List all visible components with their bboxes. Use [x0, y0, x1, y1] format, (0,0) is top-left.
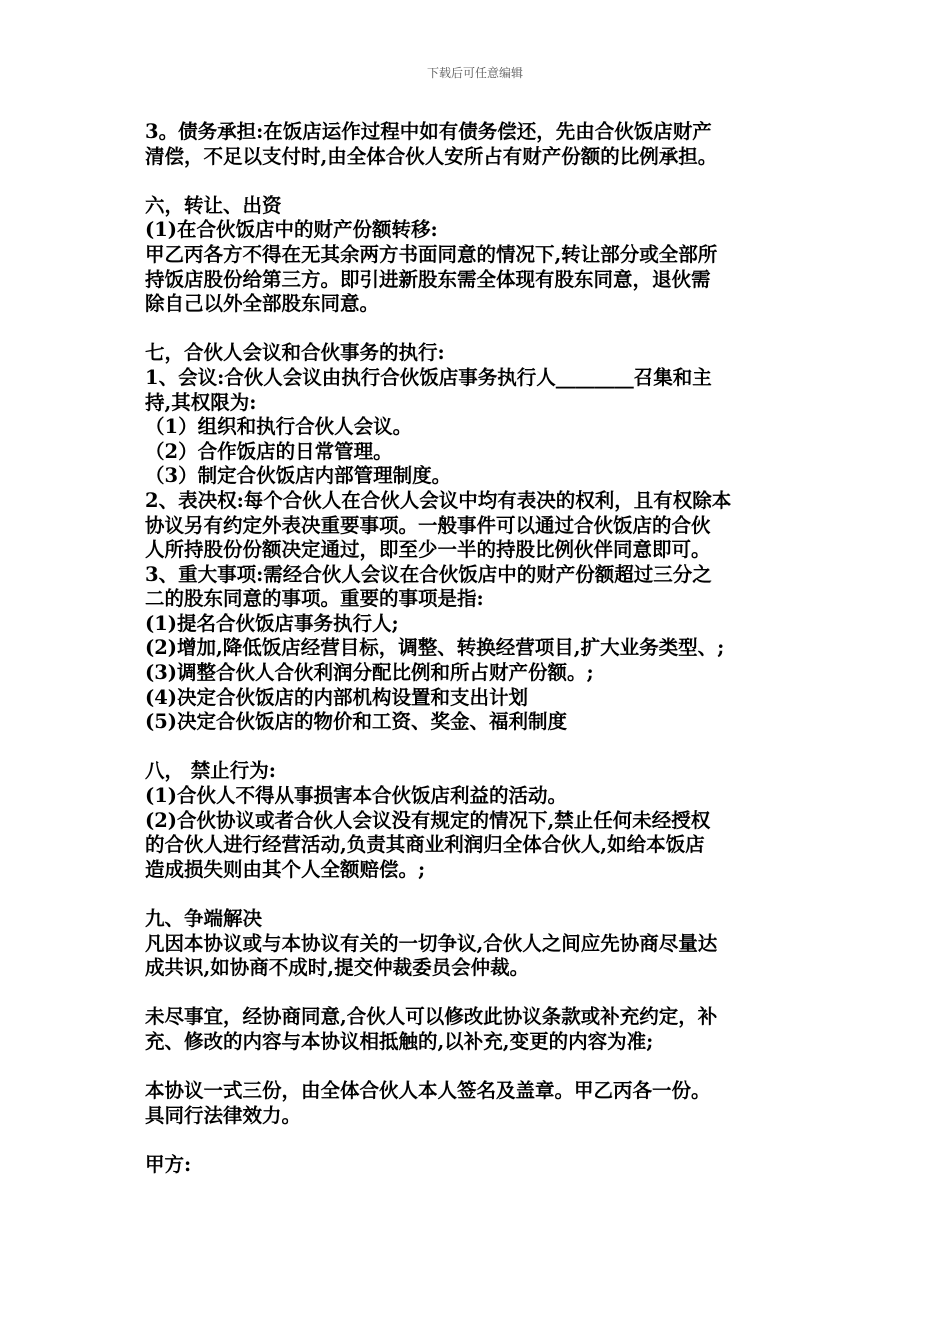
page-header: 下载后可任意编辑	[426, 66, 523, 80]
text-line: (3)调整合伙人合伙利润分配比例和所占财产份额。;	[145, 661, 594, 685]
text-line: (2)增加,降低饭店经营目标，调整、转换经营项目,扩大业务类型、;	[145, 636, 725, 660]
text-line: 3。债务承担:在饭店运作过程中如有债务偿还，先由合伙饭店财产	[145, 120, 712, 143]
text-line: (1)提名合伙饭店事务执行人;	[145, 611, 399, 635]
blank-line	[145, 735, 810, 760]
text-line: 二的股东同意的事项。重要的事项是指:	[145, 587, 484, 611]
text-line: (1)在合伙饭店中的财产份额转移:	[145, 218, 438, 242]
blank-line	[145, 317, 810, 342]
text-line: (4)决定合伙饭店的内部机构设置和支出计划	[145, 685, 529, 709]
text-line: （3）制定合伙饭店内部管理制度。	[145, 464, 452, 488]
text-line: 清偿，不足以支付时,由全体合伙人安所占有财产份额的比例承担。	[145, 144, 718, 168]
text-line: 3、重大事项:需经合伙人会议在合伙饭店中的财产份额超过三分之	[145, 562, 712, 586]
text-line: (5)决定合伙饭店的物价和工资、奖金、福利制度	[145, 710, 568, 734]
document-body	[145, 120, 810, 1178]
text-line: 未尽事宜，经协商同意,合伙人可以修改此协议条款或补充约定，补	[145, 1005, 718, 1029]
text-line: 2、表决权:每个合伙人在合伙人会议中均有表决的权利，且有权除本	[145, 488, 732, 512]
text-line: 九、争端解决	[145, 907, 263, 930]
text-line: 七，合伙人会议和合伙事务的执行:	[145, 341, 445, 365]
text-line: 甲方:	[145, 1152, 192, 1176]
text-line: 1、会议:合伙人会议由执行合伙饭店事务执行人________召集和主	[145, 365, 712, 389]
blank-line	[145, 981, 810, 1006]
blank-line	[145, 1128, 810, 1153]
text-line: (2)合伙协议或者合伙人会议没有规定的情况下,禁止任何未经授权	[145, 808, 711, 832]
text-line: 具同行法律效力。	[145, 1103, 302, 1127]
text-line: （2）合作饭店的日常管理。	[145, 439, 393, 463]
text-line: 造成损失则由其个人全额赔偿。;	[145, 857, 426, 881]
text-line: （1）组织和执行合伙人会议。	[145, 415, 413, 439]
text-line: 六，转让、出资	[145, 193, 282, 217]
text-line: 持饭店股份给第三方。即引进新股东需全体现有股东同意，退伙需	[145, 267, 711, 291]
text-line: 本协议一式三份，由全体合伙人本人签名及盖章。甲乙丙各一份。	[145, 1079, 711, 1103]
text-line: 协议另有约定外表决重要事项。一般事件可以通过合伙饭店的合伙	[145, 513, 711, 537]
text-line: 充、修改的内容与本协议相抵触的,以补充,变更的内容为准;	[145, 1029, 654, 1053]
text-line: 的合伙人进行经营活动,负责其商业利润归全体合伙人,如给本饭店	[145, 833, 705, 857]
text-line: 持,其权限为:	[145, 390, 257, 414]
blank-line	[145, 1055, 810, 1080]
blank-line	[145, 882, 810, 907]
text-line: 除自己以外全部股东同意。	[145, 292, 380, 316]
blank-line	[145, 169, 810, 194]
text-line: (1)合伙人不得从事损害本合伙饭店利益的活动。	[145, 784, 568, 808]
text-line: 成共识,如协商不成时,提交仲裁委员会仲裁。	[145, 956, 530, 980]
text-line: 八， 禁止行为:	[145, 759, 276, 783]
text-line: 凡因本协议或与本协议有关的一切争议,合伙人之间应先协商尽量达	[145, 931, 718, 955]
text-line: 甲乙丙各方不得在无其余两方书面同意的情况下,转让部分或全部所	[145, 242, 718, 266]
text-line: 人所持股份份额决定通过，即至少一半的持股比例伙伴同意即可。	[145, 538, 711, 562]
